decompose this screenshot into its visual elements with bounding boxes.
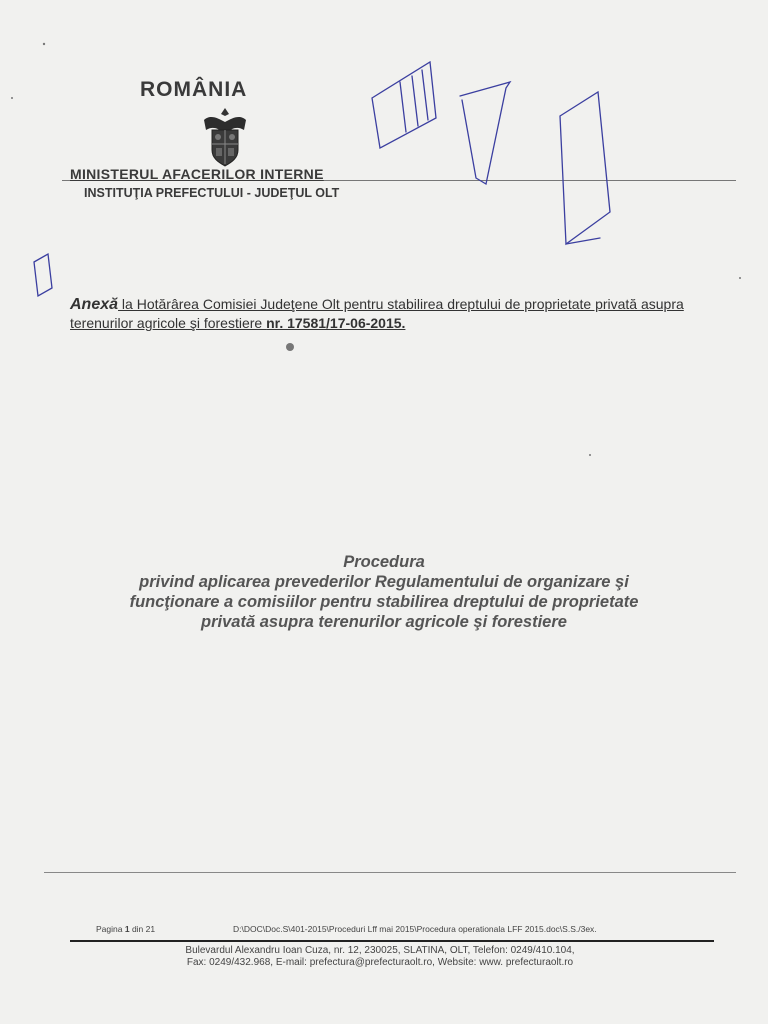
file-path: D:\DOC\Doc.S\401-2015\Proceduri Lff mai 2015\Procedura operationala LFF 2015.doc\S.S./3ex. (233, 924, 597, 934)
address-line-1: Bulevardul Alexandru Ioan Cuza, nr. 12, 230025, SLATINA, OLT, Telefon: 0249/410.104, (185, 945, 575, 956)
annex-text: la Hotărârea Comisiei Judeţene Olt pentru stabilirea dreptului de proprietate privată asupra terenurilor agricole şi forestiere (70, 296, 684, 331)
annex-reference (70, 295, 710, 333)
footer-separator (44, 872, 736, 873)
page-indicator (96, 924, 155, 934)
document-title (40, 552, 728, 632)
ministry-name: MINISTERUL AFACERILOR INTERNE (70, 166, 324, 182)
title-line-2: privind aplicarea prevederilor Regulamentului de organizare şi (139, 573, 629, 591)
title-line-4: privată asupra terenurilor agricole şi forestiere (201, 613, 567, 631)
contact-address (100, 945, 660, 969)
page-suffix: din 21 (129, 924, 156, 934)
country-name: ROMÂNIA (140, 78, 248, 101)
romanian-coat-of-arms-icon (196, 104, 254, 168)
institution-name: INSTITUŢIA PREFECTULUI - JUDEŢUL OLT (84, 186, 340, 200)
title-line-1: Procedura (343, 553, 425, 571)
page-prefix: Pagina (96, 924, 125, 934)
annex-lead: Anexă (70, 296, 119, 313)
title-line-3: funcţionare a comisiilor pentru stabilirea dreptului de proprietate (129, 593, 639, 611)
page-number: 1 (124, 924, 130, 934)
address-line-2: Fax: 0249/432.968, E-mail: prefectura@prefecturaolt.ro, Website: www. prefecturaolt.ro (186, 957, 574, 968)
footer-rule (70, 940, 714, 942)
annex-number: nr. 17581/17-06-2015. (266, 315, 406, 331)
